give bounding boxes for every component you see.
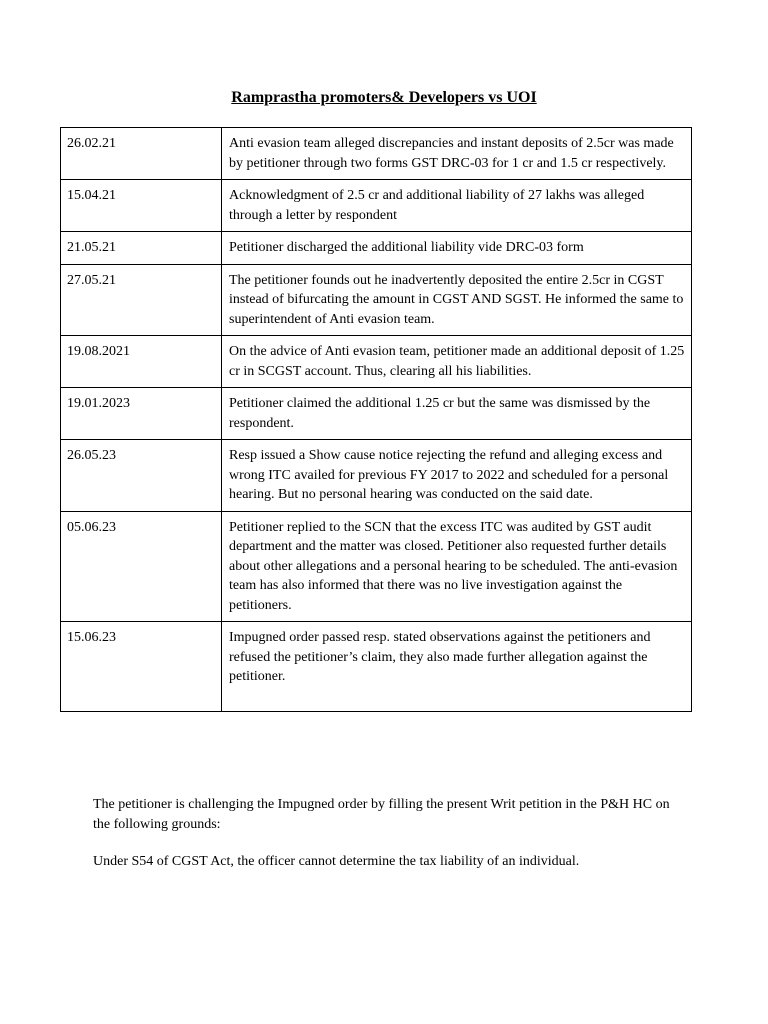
- table-row: [61, 440, 692, 512]
- event-cell: Petitioner replied to the SCN that the excess ITC was audited by GST audit department and the matter was closed. Petitioner also requested further details about other allegations and a personal hearing to be scheduled. The anti-evasion team has also informed that there was no live investigation against the petitioners.: [222, 511, 692, 622]
- event-cell: Petitioner discharged the additional liability vide DRC-03 form: [222, 232, 692, 265]
- date-cell: 19.01.2023: [61, 388, 222, 440]
- table-row: [61, 232, 692, 265]
- document-title: Ramprastha promoters& Developers vs UOI: [231, 89, 537, 106]
- event-cell: The petitioner founds out he inadvertently deposited the entire 2.5cr in CGST instead of bifurcating the amount in CGST AND SGST. He informed the same to superintendent of Anti evasion team.: [222, 264, 692, 336]
- event-cell: On the advice of Anti evasion team, petitioner made an additional deposit of 1.25 cr in SCGST account. Thus, clearing all his liabilities.: [222, 336, 692, 388]
- date-cell: 05.06.23: [61, 511, 222, 622]
- event-cell: Anti evasion team alleged discrepancies and instant deposits of 2.5cr was made by petitioner through two forms GST DRC-03 for 1 cr and 1.5 cr respectively.: [222, 128, 692, 180]
- event-cell: Petitioner claimed the additional 1.25 cr but the same was dismissed by the respondent.: [222, 388, 692, 440]
- date-cell: 19.08.2021: [61, 336, 222, 388]
- table-row: [61, 128, 692, 180]
- event-cell: Impugned order passed resp. stated observations against the petitioners and refused the petitioner’s claim, they also made further allegation against the petitioner.: [222, 622, 692, 712]
- table-row: [61, 388, 692, 440]
- date-cell: 15.04.21: [61, 180, 222, 232]
- ground-paragraph: Under S54 of CGST Act, the officer cannot determine the tax liability of an individual.: [93, 854, 580, 869]
- table-row: [61, 622, 692, 712]
- event-cell: Resp issued a Show cause notice rejecting the refund and alleging excess and wrong ITC availed for previous FY 2017 to 2022 and scheduled for a personal hearing. But no personal hearing was conducted on the said date.: [222, 440, 692, 512]
- timeline-table: [60, 127, 692, 712]
- date-cell: 26.05.23: [61, 440, 222, 512]
- table-row: [61, 511, 692, 622]
- table-row: [61, 264, 692, 336]
- date-cell: 27.05.21: [61, 264, 222, 336]
- table-row: [61, 180, 692, 232]
- grounds-intro-paragraph: The petitioner is challenging the Impugned order by filling the present Writ petition in the P&H HC on the following grounds:: [93, 797, 670, 832]
- date-cell: 21.05.21: [61, 232, 222, 265]
- date-cell: 26.02.21: [61, 128, 222, 180]
- event-cell: Acknowledgment of 2.5 cr and additional liability of 27 lakhs was alleged through a letter by respondent: [222, 180, 692, 232]
- table-row: [61, 336, 692, 388]
- date-cell: 15.06.23: [61, 622, 222, 712]
